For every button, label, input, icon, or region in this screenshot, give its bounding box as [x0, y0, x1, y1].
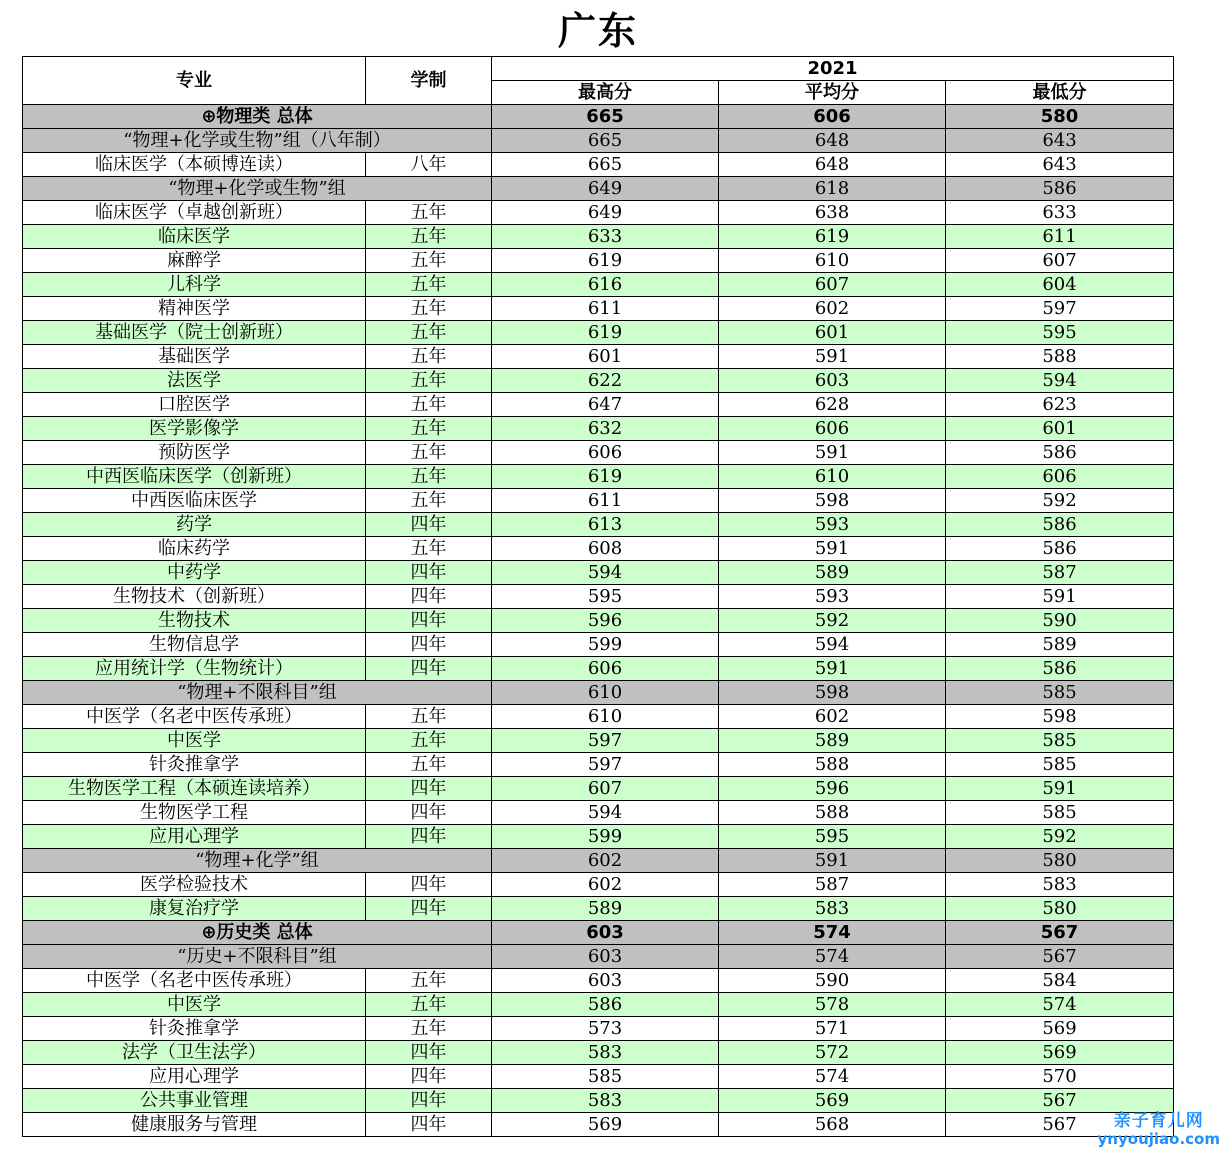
avg-score-cell: 594: [719, 633, 946, 657]
avg-score-cell: 607: [719, 273, 946, 297]
major-cell: 基础医学: [23, 345, 366, 369]
duration-cell: 四年: [366, 1065, 492, 1089]
group-label: “历史+不限科目”组: [23, 945, 492, 969]
avg-score-cell: 592: [719, 609, 946, 633]
min-score-cell: 643: [946, 153, 1174, 177]
min-score-cell: 590: [946, 609, 1174, 633]
min-score-cell: 574: [946, 993, 1174, 1017]
duration-cell: 五年: [366, 969, 492, 993]
max-score-cell: 613: [492, 513, 719, 537]
min-score-cell: 601: [946, 417, 1174, 441]
major-cell: 临床药学: [23, 537, 366, 561]
avg-score-cell: 578: [719, 993, 946, 1017]
table-row: [23, 777, 1174, 801]
group-row: [23, 681, 1174, 705]
group-row: [23, 945, 1174, 969]
major-cell: 生物医学工程（本硕连读培养）: [23, 777, 366, 801]
max-score-cell: 665: [492, 153, 719, 177]
group-row: [23, 177, 1174, 201]
min-score-cell: 598: [946, 705, 1174, 729]
table-row: [23, 249, 1174, 273]
max-score-cell: 649: [492, 177, 719, 201]
max-score-cell: 597: [492, 753, 719, 777]
total-row: [23, 105, 1174, 129]
max-score-cell: 585: [492, 1065, 719, 1089]
avg-score-header: 平均分: [719, 81, 946, 105]
major-cell: 生物技术（创新班）: [23, 585, 366, 609]
duration-cell: 四年: [366, 609, 492, 633]
avg-score-cell: 591: [719, 441, 946, 465]
min-score-cell: 633: [946, 201, 1174, 225]
table-row: [23, 1089, 1174, 1113]
min-score-cell: 580: [946, 105, 1174, 129]
min-score-cell: 597: [946, 297, 1174, 321]
major-cell: 中医学: [23, 729, 366, 753]
table-row: [23, 873, 1174, 897]
duration-cell: 四年: [366, 801, 492, 825]
duration-cell: 五年: [366, 993, 492, 1017]
major-cell: 麻醉学: [23, 249, 366, 273]
max-score-cell: 611: [492, 297, 719, 321]
min-score-cell: 569: [946, 1017, 1174, 1041]
table-row: [23, 753, 1174, 777]
max-score-cell: 599: [492, 633, 719, 657]
avg-score-cell: 606: [719, 105, 946, 129]
table-row: [23, 321, 1174, 345]
avg-score-cell: 590: [719, 969, 946, 993]
avg-score-cell: 610: [719, 465, 946, 489]
min-score-cell: 586: [946, 537, 1174, 561]
max-score-cell: 616: [492, 273, 719, 297]
max-score-cell: 583: [492, 1089, 719, 1113]
table-row: [23, 345, 1174, 369]
major-cell: 应用统计学（生物统计）: [23, 657, 366, 681]
avg-score-cell: 574: [719, 1065, 946, 1089]
max-score-cell: 665: [492, 129, 719, 153]
table-row: [23, 1017, 1174, 1041]
max-score-cell: 608: [492, 537, 719, 561]
min-score-header: 最低分: [946, 81, 1174, 105]
max-score-cell: 610: [492, 681, 719, 705]
min-score-cell: 611: [946, 225, 1174, 249]
min-score-cell: 586: [946, 657, 1174, 681]
major-cell: 中医学（名老中医传承班）: [23, 705, 366, 729]
max-score-cell: 603: [492, 921, 719, 945]
table-row: [23, 897, 1174, 921]
max-score-cell: 607: [492, 777, 719, 801]
max-score-cell: 599: [492, 825, 719, 849]
min-score-cell: 643: [946, 129, 1174, 153]
max-score-cell: 589: [492, 897, 719, 921]
min-score-cell: 606: [946, 465, 1174, 489]
duration-cell: 五年: [366, 489, 492, 513]
max-score-header: 最高分: [492, 81, 719, 105]
group-label: “物理+不限科目”组: [23, 681, 492, 705]
group-label: “物理+化学或生物”组: [23, 177, 492, 201]
max-score-cell: 594: [492, 801, 719, 825]
total-row: [23, 921, 1174, 945]
group-label: “物理+化学”组: [23, 849, 492, 873]
table-row: [23, 585, 1174, 609]
table-body: [23, 105, 1174, 1137]
max-score-cell: 611: [492, 489, 719, 513]
avg-score-cell: 588: [719, 753, 946, 777]
max-score-cell: 633: [492, 225, 719, 249]
duration-cell: 四年: [366, 1041, 492, 1065]
min-score-cell: 567: [946, 1113, 1174, 1137]
duration-header: 学制: [366, 57, 492, 105]
major-cell: 临床医学（本硕博连读）: [23, 153, 366, 177]
min-score-cell: 569: [946, 1041, 1174, 1065]
avg-score-cell: 571: [719, 1017, 946, 1041]
avg-score-cell: 574: [719, 921, 946, 945]
avg-score-cell: 602: [719, 297, 946, 321]
avg-score-cell: 572: [719, 1041, 946, 1065]
avg-score-cell: 648: [719, 129, 946, 153]
min-score-cell: 589: [946, 633, 1174, 657]
min-score-cell: 567: [946, 921, 1174, 945]
major-cell: 预防医学: [23, 441, 366, 465]
table-row: [23, 417, 1174, 441]
major-cell: 临床医学（卓越创新班）: [23, 201, 366, 225]
avg-score-cell: 591: [719, 657, 946, 681]
min-score-cell: 580: [946, 849, 1174, 873]
duration-cell: 五年: [366, 393, 492, 417]
max-score-cell: 595: [492, 585, 719, 609]
min-score-cell: 586: [946, 513, 1174, 537]
avg-score-cell: 589: [719, 561, 946, 585]
avg-score-cell: 591: [719, 537, 946, 561]
score-table: [22, 56, 1174, 1137]
min-score-cell: 591: [946, 777, 1174, 801]
page-title: 广东: [557, 9, 638, 53]
max-score-cell: 619: [492, 321, 719, 345]
duration-cell: 五年: [366, 729, 492, 753]
max-score-cell: 602: [492, 849, 719, 873]
min-score-cell: 584: [946, 969, 1174, 993]
major-cell: 针灸推拿学: [23, 753, 366, 777]
max-score-cell: 603: [492, 969, 719, 993]
table-row: [23, 561, 1174, 585]
table-row: [23, 825, 1174, 849]
max-score-cell: 601: [492, 345, 719, 369]
major-cell: 中医学（名老中医传承班）: [23, 969, 366, 993]
min-score-cell: 585: [946, 801, 1174, 825]
duration-cell: 五年: [366, 537, 492, 561]
duration-cell: 四年: [366, 585, 492, 609]
avg-score-cell: 589: [719, 729, 946, 753]
duration-cell: 五年: [366, 273, 492, 297]
table-row: [23, 441, 1174, 465]
table-row: [23, 801, 1174, 825]
min-score-cell: 585: [946, 753, 1174, 777]
duration-cell: 八年: [366, 153, 492, 177]
duration-cell: 四年: [366, 1113, 492, 1137]
avg-score-cell: 591: [719, 345, 946, 369]
avg-score-cell: 628: [719, 393, 946, 417]
major-cell: 精神医学: [23, 297, 366, 321]
avg-score-cell: 593: [719, 585, 946, 609]
duration-cell: 五年: [366, 417, 492, 441]
min-score-cell: 588: [946, 345, 1174, 369]
table-row: [23, 273, 1174, 297]
avg-score-cell: 619: [719, 225, 946, 249]
duration-cell: 五年: [366, 465, 492, 489]
min-score-cell: 567: [946, 1089, 1174, 1113]
max-score-cell: 606: [492, 441, 719, 465]
max-score-cell: 573: [492, 1017, 719, 1041]
major-cell: 医学影像学: [23, 417, 366, 441]
table-row: [23, 657, 1174, 681]
duration-cell: 五年: [366, 297, 492, 321]
major-cell: 药学: [23, 513, 366, 537]
min-score-cell: 587: [946, 561, 1174, 585]
major-header: 专业: [23, 57, 366, 105]
table-row: [23, 729, 1174, 753]
duration-cell: 五年: [366, 345, 492, 369]
min-score-cell: 585: [946, 729, 1174, 753]
duration-cell: 四年: [366, 897, 492, 921]
avg-score-cell: 648: [719, 153, 946, 177]
major-cell: 生物技术: [23, 609, 366, 633]
max-score-cell: 583: [492, 1041, 719, 1065]
max-score-cell: 619: [492, 465, 719, 489]
group-row: [23, 849, 1174, 873]
watermark-url: ynyoujiao.com: [1097, 1130, 1220, 1148]
avg-score-cell: 591: [719, 849, 946, 873]
duration-cell: 四年: [366, 825, 492, 849]
max-score-cell: 597: [492, 729, 719, 753]
major-cell: 应用心理学: [23, 825, 366, 849]
major-cell: 生物信息学: [23, 633, 366, 657]
major-cell: 口腔医学: [23, 393, 366, 417]
max-score-cell: 665: [492, 105, 719, 129]
avg-score-cell: 583: [719, 897, 946, 921]
major-cell: 针灸推拿学: [23, 1017, 366, 1041]
table-row: [23, 513, 1174, 537]
duration-cell: 五年: [366, 369, 492, 393]
duration-cell: 四年: [366, 873, 492, 897]
duration-cell: 五年: [366, 441, 492, 465]
max-score-cell: 569: [492, 1113, 719, 1137]
duration-cell: 四年: [366, 561, 492, 585]
max-score-cell: 603: [492, 945, 719, 969]
table-row: [23, 489, 1174, 513]
watermark: [1098, 1112, 1220, 1148]
avg-score-cell: 593: [719, 513, 946, 537]
max-score-cell: 619: [492, 249, 719, 273]
table-row: [23, 465, 1174, 489]
min-score-cell: 623: [946, 393, 1174, 417]
major-cell: 应用心理学: [23, 1065, 366, 1089]
max-score-cell: 602: [492, 873, 719, 897]
duration-cell: 四年: [366, 633, 492, 657]
avg-score-cell: 595: [719, 825, 946, 849]
group-row: [23, 129, 1174, 153]
avg-score-cell: 574: [719, 945, 946, 969]
duration-cell: 四年: [366, 657, 492, 681]
min-score-cell: 583: [946, 873, 1174, 897]
avg-score-cell: 568: [719, 1113, 946, 1137]
table-row: [23, 633, 1174, 657]
table-row: [23, 297, 1174, 321]
table-row: [23, 201, 1174, 225]
min-score-cell: 607: [946, 249, 1174, 273]
max-score-cell: 649: [492, 201, 719, 225]
year-header: 2021: [492, 57, 1174, 81]
table-row: [23, 969, 1174, 993]
avg-score-cell: 603: [719, 369, 946, 393]
min-score-cell: 595: [946, 321, 1174, 345]
table-row: [23, 153, 1174, 177]
table-row: [23, 705, 1174, 729]
table-row: [23, 537, 1174, 561]
major-cell: 中西医临床医学: [23, 489, 366, 513]
major-cell: 医学检验技术: [23, 873, 366, 897]
avg-score-cell: 638: [719, 201, 946, 225]
min-score-cell: 570: [946, 1065, 1174, 1089]
major-cell: 临床医学: [23, 225, 366, 249]
avg-score-cell: 598: [719, 489, 946, 513]
min-score-cell: 592: [946, 489, 1174, 513]
table-row: [23, 1065, 1174, 1089]
major-cell: 公共事业管理: [23, 1089, 366, 1113]
avg-score-cell: 618: [719, 177, 946, 201]
avg-score-cell: 602: [719, 705, 946, 729]
table-row: [23, 1041, 1174, 1065]
major-cell: 健康服务与管理: [23, 1113, 366, 1137]
major-cell: 法医学: [23, 369, 366, 393]
min-score-cell: 591: [946, 585, 1174, 609]
avg-score-cell: 601: [719, 321, 946, 345]
table-row: [23, 609, 1174, 633]
duration-cell: 四年: [366, 1089, 492, 1113]
duration-cell: 五年: [366, 321, 492, 345]
avg-score-cell: 588: [719, 801, 946, 825]
min-score-cell: 585: [946, 681, 1174, 705]
table-row: [23, 225, 1174, 249]
table-row: [23, 369, 1174, 393]
major-cell: 康复治疗学: [23, 897, 366, 921]
min-score-cell: 604: [946, 273, 1174, 297]
avg-score-cell: 610: [719, 249, 946, 273]
max-score-cell: 586: [492, 993, 719, 1017]
duration-cell: 五年: [366, 249, 492, 273]
min-score-cell: 567: [946, 945, 1174, 969]
major-cell: 法学（卫生法学）: [23, 1041, 366, 1065]
category-label: ⊕历史类 总体: [23, 921, 492, 945]
header-row-1: [23, 57, 1174, 81]
max-score-cell: 632: [492, 417, 719, 441]
duration-cell: 四年: [366, 513, 492, 537]
table-row: [23, 1113, 1174, 1137]
watermark-name: 亲子育儿网: [1113, 1111, 1204, 1131]
table-row: [23, 993, 1174, 1017]
min-score-cell: 594: [946, 369, 1174, 393]
major-cell: 中西医临床医学（创新班）: [23, 465, 366, 489]
max-score-cell: 647: [492, 393, 719, 417]
major-cell: 儿科学: [23, 273, 366, 297]
max-score-cell: 606: [492, 657, 719, 681]
category-label: ⊕物理类 总体: [23, 105, 492, 129]
duration-cell: 四年: [366, 777, 492, 801]
avg-score-cell: 606: [719, 417, 946, 441]
min-score-cell: 592: [946, 825, 1174, 849]
major-cell: 中医学: [23, 993, 366, 1017]
avg-score-cell: 587: [719, 873, 946, 897]
max-score-cell: 594: [492, 561, 719, 585]
max-score-cell: 596: [492, 609, 719, 633]
min-score-cell: 586: [946, 441, 1174, 465]
major-cell: 基础医学（院士创新班）: [23, 321, 366, 345]
table-row: [23, 393, 1174, 417]
duration-cell: 五年: [366, 753, 492, 777]
max-score-cell: 622: [492, 369, 719, 393]
duration-cell: 五年: [366, 705, 492, 729]
group-label: “物理+化学或生物”组（八年制）: [23, 129, 492, 153]
major-cell: 中药学: [23, 561, 366, 585]
avg-score-cell: 569: [719, 1089, 946, 1113]
max-score-cell: 610: [492, 705, 719, 729]
major-cell: 生物医学工程: [23, 801, 366, 825]
duration-cell: 五年: [366, 1017, 492, 1041]
duration-cell: 五年: [366, 225, 492, 249]
min-score-cell: 580: [946, 897, 1174, 921]
duration-cell: 五年: [366, 201, 492, 225]
avg-score-cell: 596: [719, 777, 946, 801]
min-score-cell: 586: [946, 177, 1174, 201]
avg-score-cell: 598: [719, 681, 946, 705]
